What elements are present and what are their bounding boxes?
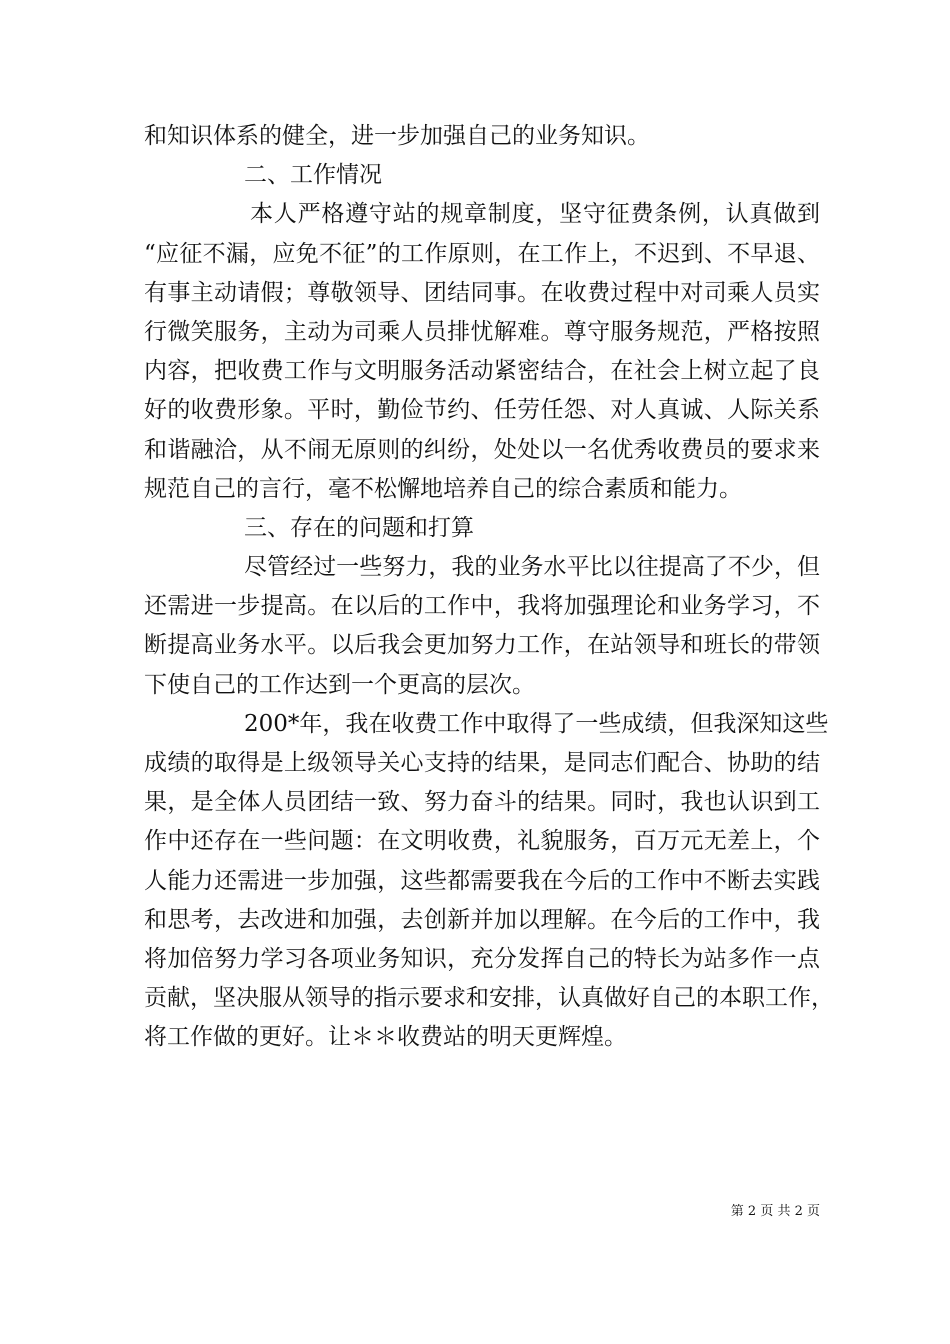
text-line: 成绩的取得是上级领导关心支持的结果，是同志们配合、协助的结 — [144, 750, 820, 776]
document-body — [144, 117, 834, 1058]
text-line: 断提高业务水平。以后我会更加努力工作，在站领导和班长的带领 — [144, 632, 820, 659]
text-line: 好的收费形象。平时，勤俭节约、任劳任怨、对人真诚、人际关系 — [144, 397, 820, 424]
text-line: 果，是全体人员团结一致、努力奋斗的结果。同时，我也认识到工 — [144, 789, 820, 816]
text-line: 还需进一步提高。在以后的工作中，我将加强理论和业务学习，不 — [144, 593, 820, 620]
text-line: 规范自己的言行，毫不松懈地培养自己的综合素质和能力。 — [144, 475, 742, 502]
text-line: 和谐融洽，从不闹无原则的纠纷，处处以一名优秀收费员的要求来 — [144, 436, 820, 463]
text-line: 作中还存在一些问题：在文明收费，礼貌服务，百万元无差上，个 — [144, 828, 820, 855]
text-line: 和知识体系的健全，进一步加强自己的业务知识。 — [144, 123, 650, 149]
text-line: 将工作做的更好。让＊＊收费站的明天更辉煌。 — [144, 1024, 627, 1051]
text-line: 二、工作情况 — [244, 162, 382, 189]
text-line: 本人严格遵守站的规章制度，坚守征费条例，认真做到 — [250, 201, 820, 228]
text-line: 尽管经过一些努力，我的业务水平比以往提高了不少，但 — [244, 554, 820, 581]
text-line: “应征不漏，应免不征”的工作原则，在工作上，不迟到、不早退、 — [144, 240, 820, 267]
text-line: 200*年，我在收费工作中取得了一些成绩，但我深知这些 — [244, 710, 829, 737]
text-line: 内容，把收费工作与文明服务活动紧密结合，在社会上树立起了良 — [144, 358, 820, 385]
text-line: 贡献，坚决服从领导的指示要求和安排，认真做好自己的本职工作， — [144, 985, 834, 1012]
text-line: 人能力还需进一步加强，这些都需要我在今后的工作中不断去实践 — [144, 867, 820, 894]
page-footer: 第 2 页 共 2 页 — [730, 1204, 820, 1219]
text-line: 行微笑服务，主动为司乘人员排忧解难。尊守服务规范，严格按照 — [144, 318, 820, 345]
text-line: 和思考，去改进和加强，去创新并加以理解。在今后的工作中，我 — [144, 906, 820, 933]
text-line: 有事主动请假；尊敬领导、团结同事。在收费过程中对司乘人员实 — [144, 279, 820, 306]
text-line: 下使自己的工作达到一个更高的层次。 — [144, 671, 535, 698]
text-line: 将加倍努力学习各项业务知识，充分发挥自己的特长为站多作一点 — [144, 945, 820, 972]
text-line: 三、存在的问题和打算 — [244, 514, 474, 541]
